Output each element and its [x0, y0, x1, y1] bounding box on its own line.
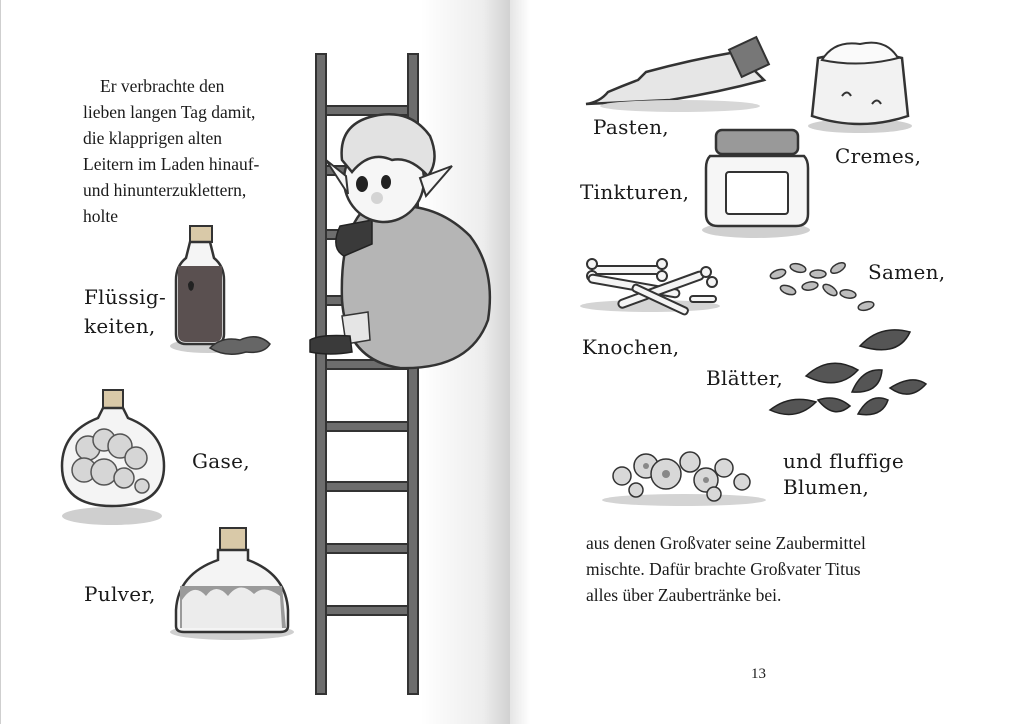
word-blaetter: Blätter, [706, 366, 784, 390]
cream-pot-icon [808, 43, 912, 133]
page-number: 13 [751, 666, 766, 682]
gas-flask-icon [62, 390, 164, 525]
powder-jar-icon [170, 528, 294, 640]
word-gase: Gase, [192, 449, 250, 473]
text-line: Er verbrachte den [100, 76, 225, 96]
text-line: aus denen Großvater seine Zaubermittel [586, 533, 866, 553]
seeds-icon [769, 261, 875, 312]
text-line: und hinunterzuklettern, [83, 180, 247, 200]
elf-boy-icon [310, 114, 490, 368]
word-samen: Samen, [868, 260, 946, 284]
potion-bottle-icon [170, 226, 270, 354]
right-paragraph [586, 530, 866, 608]
word-blumen: Blumen, [783, 475, 870, 499]
word-knochen: Knochen, [582, 335, 680, 359]
glass-jar-icon [702, 130, 810, 238]
word-tinkturen: Tinkturen, [580, 180, 690, 204]
bones-icon [580, 259, 720, 315]
text-line: die klapprigen alten [83, 128, 222, 148]
paste-tube-icon [586, 37, 769, 112]
text-line: alles über Zaubertränke bei. [586, 585, 782, 605]
word-pulver: Pulver, [84, 582, 156, 606]
leaves-icon [770, 330, 926, 415]
text-line: holte [83, 206, 118, 226]
word-pasten: Pasten, [593, 115, 669, 139]
flowers-icon [602, 452, 766, 506]
text-line: mischte. Dafür brachte Großvater Titus [586, 559, 861, 579]
word-fluessigkeiten-2: keiten, [84, 314, 156, 338]
word-cremes: Cremes, [835, 144, 922, 168]
word-fluessigkeiten-1: Flüssig- [84, 285, 167, 309]
word-und-fluffige: und fluffige [783, 449, 905, 473]
text-line: lieben langen Tag damit, [83, 102, 256, 122]
text-line: Leitern im Laden hinauf- [83, 154, 260, 174]
